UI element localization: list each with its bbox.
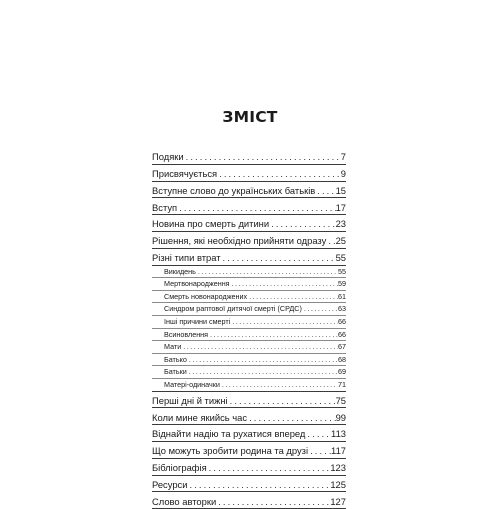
toc-entry-title: Вступ	[152, 201, 178, 213]
toc-entry	[152, 182, 346, 199]
toc-page-number: 117	[331, 445, 346, 457]
toc-entry	[152, 392, 346, 409]
toc-entry-title: Новина про смерть дитини	[152, 218, 270, 230]
dot-leader	[181, 342, 338, 353]
dot-leader	[208, 330, 338, 341]
toc-page-number: 55	[338, 266, 346, 276]
toc-subentry	[152, 278, 346, 291]
toc-entry-title: Слово авторки	[152, 495, 217, 507]
toc-entry-title: Подяки	[152, 151, 184, 163]
toc-entry-title: Що можуть зробити родина та друзі	[152, 445, 309, 457]
dot-leader	[247, 412, 335, 425]
toc-page-number: 71	[338, 380, 346, 390]
toc-entry-title: Віднайти надію та рухатися вперед	[152, 428, 306, 440]
toc-entry	[152, 442, 346, 459]
toc-page-number: 15	[335, 184, 346, 196]
toc-entry-title: Бібліографія	[152, 462, 207, 473]
toc-entry	[152, 492, 346, 509]
toc-page-number: 69	[338, 367, 346, 377]
toc-entry	[152, 476, 346, 493]
table-of-contents	[152, 148, 346, 509]
toc-page-number: 7	[340, 151, 346, 163]
toc-entry-title: Мертвонародження	[164, 279, 230, 289]
toc-entry-title: Присвячується	[152, 168, 218, 180]
toc-page-number: 23	[335, 218, 346, 230]
toc-entry	[152, 165, 346, 182]
dot-leader	[315, 185, 335, 198]
toc-subentry	[152, 341, 346, 354]
toc-entry-title: Рішення, які необхідно прийняти одразу	[152, 235, 327, 247]
dot-leader	[221, 252, 336, 265]
toc-entry	[152, 459, 346, 476]
toc-entry-title: Ресурси	[152, 478, 188, 490]
toc-entry	[152, 408, 346, 425]
toc-entry-title: Батько	[164, 354, 187, 364]
toc-entry-title: Коли мине якийсь час	[152, 411, 248, 423]
toc-page-number: 61	[338, 291, 346, 301]
dot-leader	[228, 395, 336, 408]
toc-subentry	[152, 266, 346, 279]
toc-entry	[152, 249, 346, 266]
dot-leader	[326, 235, 335, 248]
dot-leader	[308, 445, 331, 458]
toc-entry-title: Синдром раптової дитячої смерті (СРДС)	[164, 304, 302, 314]
toc-entry-title: Різні типи втрат	[152, 252, 221, 264]
toc-page-number: 25	[335, 235, 346, 247]
toc-page-number: 123	[330, 462, 346, 473]
toc-page-number: 66	[338, 329, 346, 339]
toc-page-number: 9	[340, 168, 346, 180]
dot-leader	[305, 428, 331, 441]
toc-page-number: 59	[338, 279, 346, 289]
dot-leader	[187, 479, 330, 492]
dot-leader	[302, 304, 338, 315]
toc-page-number: 66	[338, 317, 346, 327]
toc-entry	[152, 198, 346, 215]
dot-leader	[196, 267, 338, 278]
dot-leader	[220, 380, 338, 391]
dot-leader	[217, 168, 341, 181]
toc-entry	[152, 148, 346, 165]
toc-entry-title: Мати	[164, 342, 182, 352]
dot-leader	[187, 355, 338, 366]
toc-entry	[152, 215, 346, 232]
toc-entry	[152, 232, 346, 249]
toc-subentry	[152, 379, 346, 392]
toc-page-number: 55	[335, 252, 346, 264]
dot-leader	[230, 317, 338, 328]
dot-leader	[269, 218, 335, 231]
toc-page-number: 127	[330, 495, 346, 507]
dot-leader	[230, 279, 338, 290]
dot-leader	[216, 496, 330, 509]
toc-subentry	[152, 303, 346, 316]
toc-subentry	[152, 316, 346, 329]
toc-subentry	[152, 354, 346, 367]
toc-page-number: 67	[338, 342, 346, 352]
dot-leader	[187, 367, 338, 378]
toc-entry-title: Всиновлення	[164, 329, 209, 339]
toc-entry-title: Перші дні й тижні	[152, 394, 228, 406]
dot-leader	[184, 151, 341, 164]
dot-leader	[247, 292, 338, 303]
toc-entry-title: Інші причини смерті	[164, 317, 231, 327]
toc-entry-title: Батьки	[164, 367, 187, 377]
dot-leader	[177, 202, 335, 215]
dot-leader	[207, 462, 331, 475]
toc-entry-title: Викидень	[164, 266, 196, 276]
toc-page-number: 68	[338, 354, 346, 364]
toc-page-number: 125	[330, 478, 346, 490]
toc-page-number: 17	[335, 201, 346, 213]
toc-entry	[152, 425, 346, 442]
toc-page-number: 75	[335, 394, 346, 406]
toc-page-number: 99	[335, 411, 346, 423]
toc-subentry	[152, 329, 346, 342]
toc-page-number: 113	[331, 428, 346, 440]
toc-subentry	[152, 366, 346, 379]
toc-entry-title: Вступне слово до українських батьків	[152, 184, 316, 196]
toc-subentry	[152, 291, 346, 304]
toc-page-number: 63	[338, 304, 346, 314]
toc-entry-title: Матері-одиначки	[164, 380, 220, 390]
page-title: ЗМІСТ	[222, 108, 278, 126]
toc-entry-title: Смерть новонароджених	[164, 291, 248, 301]
